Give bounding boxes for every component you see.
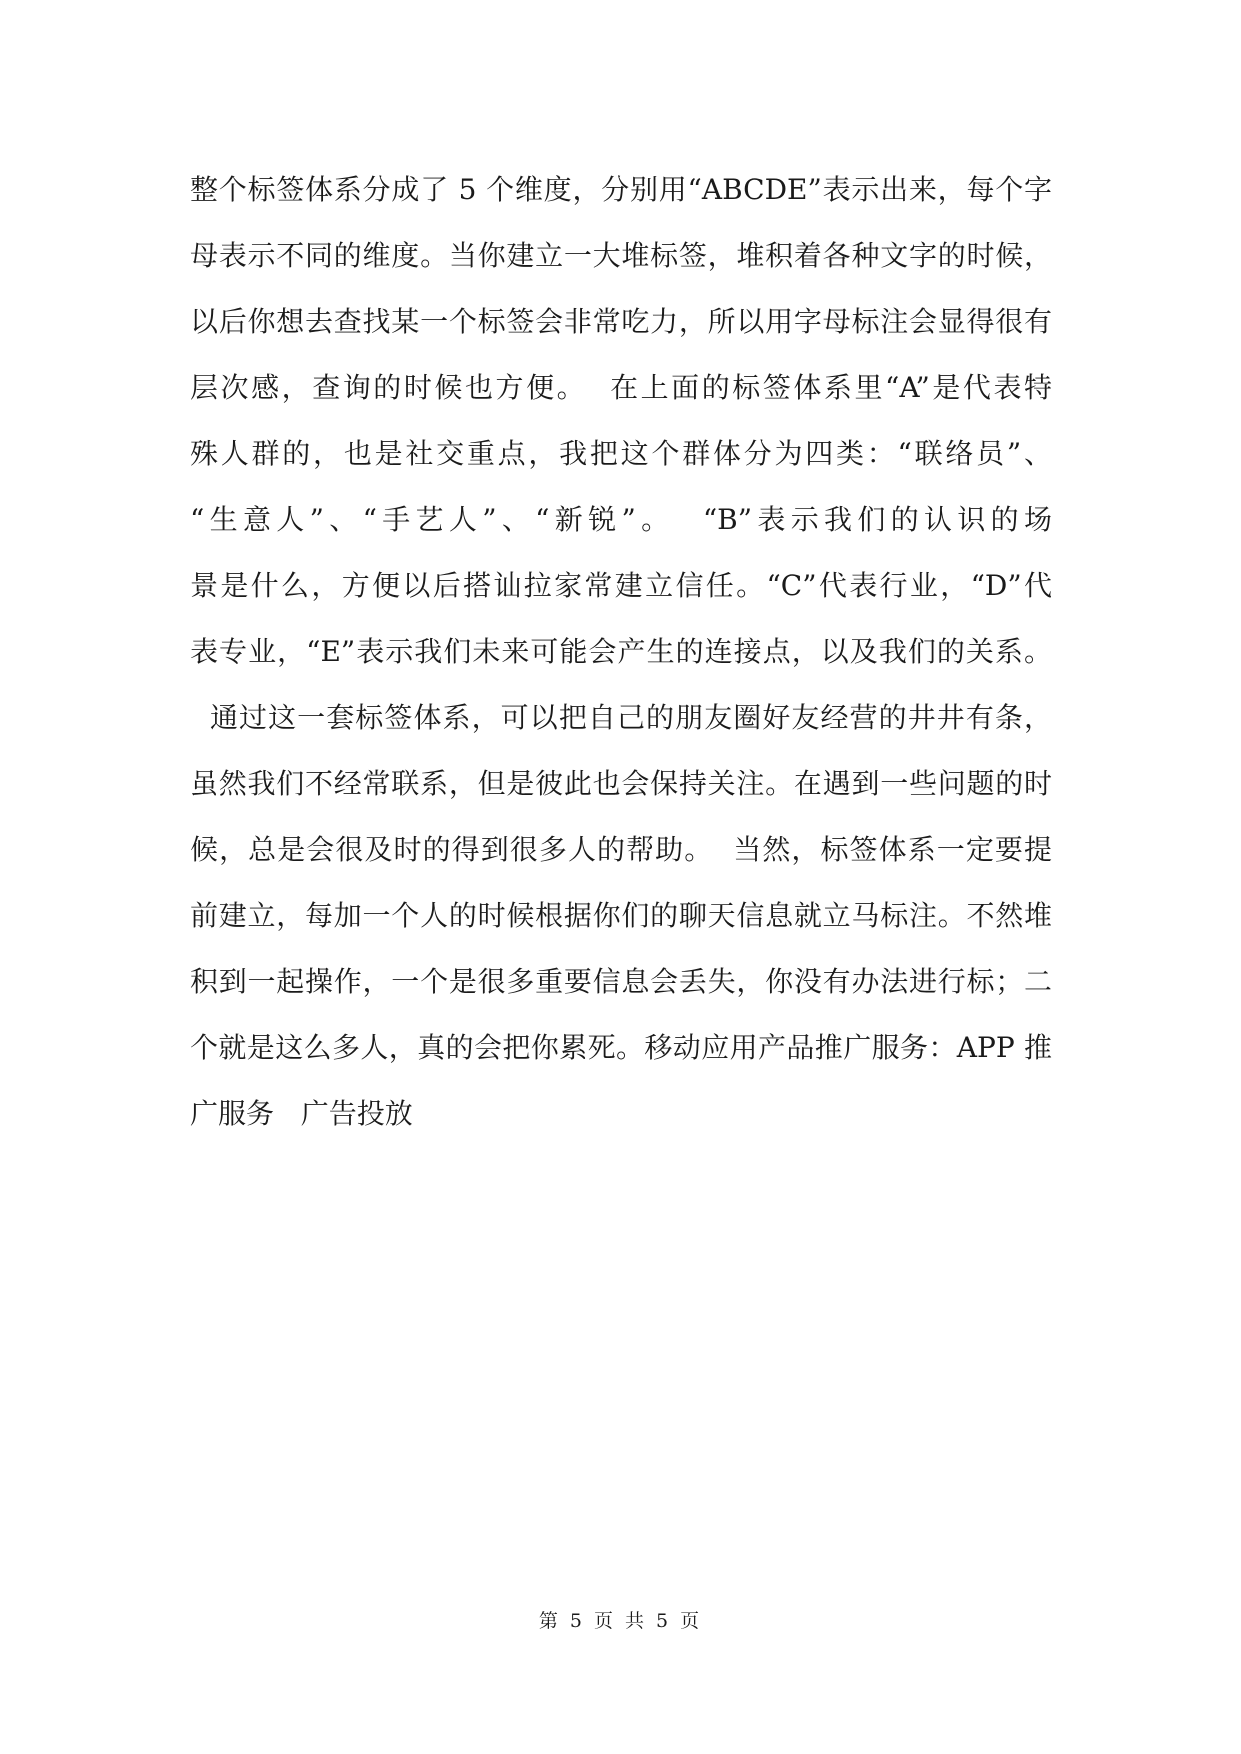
text-line: 候，总是会很及时的得到很多人的帮助。 当然，标签体系一定要提 bbox=[190, 833, 1052, 866]
document-body bbox=[190, 157, 1052, 1147]
text-line: 通过这一套标签体系，可以把自己的朋友圈好友经营的井井有条， bbox=[190, 701, 1052, 734]
text-line: 广服务 广告投放 bbox=[190, 1097, 413, 1130]
text-line: 以后你想去查找某一个标签会非常吃力，所以用字母标注会显得很有 bbox=[190, 305, 1052, 338]
text-line: 前建立，每加一个人的时候根据你们的聊天信息就立马标注。不然堆 bbox=[190, 899, 1052, 932]
text-line: 积到一起操作，一个是很多重要信息会丢失，你没有办法进行标；二 bbox=[190, 965, 1052, 998]
text-line: “生意人”、“手艺人”、“新锐”。 “B”表示我们的认识的场 bbox=[190, 503, 1052, 536]
text-line: 表专业，“E”表示我们未来可能会产生的连接点，以及我们的关系。 bbox=[190, 635, 1052, 668]
text-line: 整个标签体系分成了 5 个维度，分别用“ABCDE”表示出来，每个字 bbox=[190, 173, 1052, 206]
text-line: 层次感，查询的时候也方便。 在上面的标签体系里“A”是代表特 bbox=[190, 371, 1052, 404]
text-line: 个就是这么多人，真的会把你累死。移动应用产品推广服务：APP 推 bbox=[190, 1031, 1052, 1064]
text-line: 景是什么，方便以后搭讪拉家常建立信任。“C”代表行业，“D”代 bbox=[190, 569, 1052, 602]
text-line: 殊人群的，也是社交重点，我把这个群体分为四类：“联络员”、 bbox=[190, 437, 1052, 470]
page-number-footer: 第 5 页 共 5 页 bbox=[538, 1610, 703, 1632]
text-line: 虽然我们不经常联系，但是彼此也会保持关注。在遇到一些问题的时 bbox=[190, 767, 1052, 800]
text-line: 母表示不同的维度。当你建立一大堆标签，堆积着各种文字的时候， bbox=[190, 239, 1052, 272]
